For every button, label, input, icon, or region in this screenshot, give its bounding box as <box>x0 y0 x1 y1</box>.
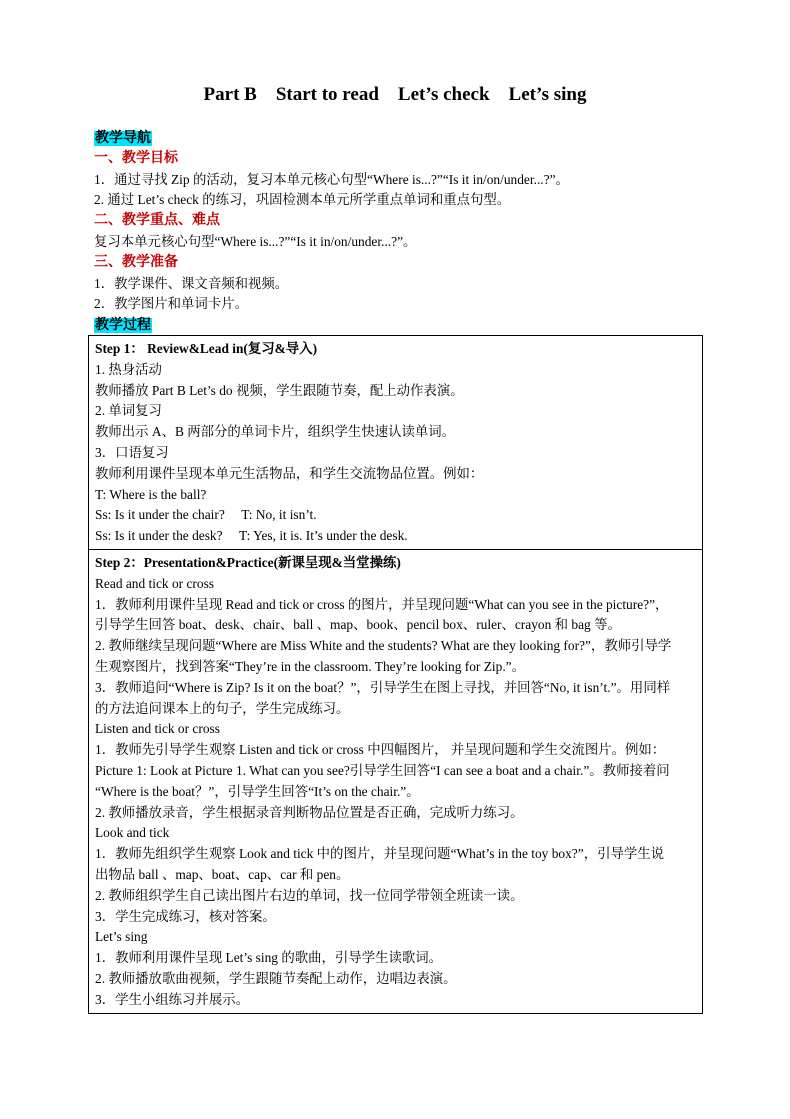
objective-item: 1．通过寻找 Zip 的活动，复习本单元核心句型“Where is...?”“Is it in/on/under...?”。 <box>94 171 569 187</box>
step2-line: Look and tick <box>95 825 170 841</box>
step2-line: 3．学生完成练习，核对答案。 <box>95 908 276 924</box>
step2-line: 1．教师先组织学生观察 Look and tick 中的图片，并呈现问题“What’s in the toy box?”，引导学生说 <box>95 846 665 862</box>
focus-heading: 二、教学重点、难点 <box>94 213 220 229</box>
step2-line: “Where is the boat？”，引导学生回答“It’s on the chair.”。 <box>95 783 420 799</box>
step2-line: 2. 教师播放歌曲视频，学生跟随节奏配上动作，边唱边表演。 <box>95 970 457 986</box>
step2-line: 2. 教师播放录音，学生根据录音判断物品位置是否正确，完成听力练习。 <box>95 804 524 820</box>
step1-cell <box>89 336 703 550</box>
page-title: Part B Start to read Let’s check Let’s sing <box>203 84 587 105</box>
focus-item: 复习本单元核心句型“Where is...?”“Is it in/on/under...?”。 <box>94 233 417 249</box>
step2-line: Let’s sing <box>95 929 148 945</box>
process-label: 教学过程 <box>95 318 151 334</box>
step2-line: 1．教师利用课件呈现 Let’s sing 的歌曲，引导学生读歌词。 <box>95 950 443 966</box>
prep-item: 2．教学图片和单词卡片。 <box>94 296 248 312</box>
prep-item: 1．教学课件、课文音频和视频。 <box>94 275 289 291</box>
prep-heading: 三、教学准备 <box>94 254 178 270</box>
step1-line: 2. 单词复习 <box>95 403 162 419</box>
step1-line: 3．口语复习 <box>95 444 169 460</box>
step2-cell <box>89 549 703 1013</box>
step2-line: 出物品 ball 、map、boat、cap、car 和 pen。 <box>95 866 350 882</box>
step1-line: 教师播放 Part B Let’s do 视频，学生跟随节奏，配上动作表演。 <box>95 382 464 398</box>
header-block <box>94 128 704 336</box>
step1-line: Ss: Is it under the desk? T: Yes, it is. It’s under the desk. <box>95 528 408 544</box>
nav-label: 教学导航 <box>95 131 151 146</box>
step2-line: Picture 1: Look at Picture 1. What can you see?引导学生回答“I can see a boat and a chair.”。教师接着问 <box>95 762 670 778</box>
step1-line: 教师利用课件呈现本单元生活物品，和学生交流物品位置。例如： <box>95 465 484 481</box>
step2-line: 生观察图片，找到答案“They’re in the classroom. They’re looking for Zip.”。 <box>95 658 526 674</box>
step1-line: 教师出示 A、B 两部分的单词卡片，组织学生快速认读单词。 <box>95 424 456 440</box>
step2-line: 2. 教师继续呈现问题“Where are Miss White and the students? What are they looking for?”，教师引导学 <box>95 638 672 654</box>
step1-line: 1. 热身活动 <box>95 361 162 377</box>
process-table <box>88 335 703 1014</box>
objective-item: 2. 通过 Let’s check 的练习，巩固检测本单元所学重点单词和重点句型。 <box>94 192 511 208</box>
step2-line: Read and tick or cross <box>95 575 214 591</box>
step1-line: T: Where is the ball? <box>95 486 207 502</box>
step2-line: 3．教师追问“Where is Zip? Is it on the boat？”，引导学生在图上寻找，并回答“No, it isn’t.”。用同样 <box>95 679 671 695</box>
step2-line: 的方法追问课本上的句子，学生完成练习。 <box>95 700 350 716</box>
step2-line: 3．学生小组练习并展示。 <box>95 991 249 1007</box>
step1-row <box>89 336 703 550</box>
step2-line: Listen and tick or cross <box>95 721 220 737</box>
step2-heading: Step 2：Presentation&Practice(新课呈现&当堂操练) <box>95 554 401 570</box>
step2-line: 引导学生回答 boat、desk、chair、ball 、map、book、pencil box、ruler、crayon 和 bag 等。 <box>95 617 621 633</box>
step1-heading: Step 1： Review&Lead in(复习&导入) <box>95 341 318 356</box>
step2-line: 1．教师利用课件呈现 Read and tick or cross 的图片，并呈现问题“What can you see in the picture?”， <box>95 596 669 612</box>
step2-line: 1．教师先引导学生观察 Listen and tick or cross 中四幅图片， 并呈现问题和学生交流图片。例如： <box>95 742 666 758</box>
objectives-heading: 一、教学目标 <box>94 150 178 166</box>
step2-row <box>89 549 703 1013</box>
step1-line: Ss: Is it under the chair? T: No, it isn’t. <box>95 507 317 523</box>
step2-line: 2. 教师组织学生自己读出图片右边的单词，找一位同学带领全班读一读。 <box>95 887 524 903</box>
